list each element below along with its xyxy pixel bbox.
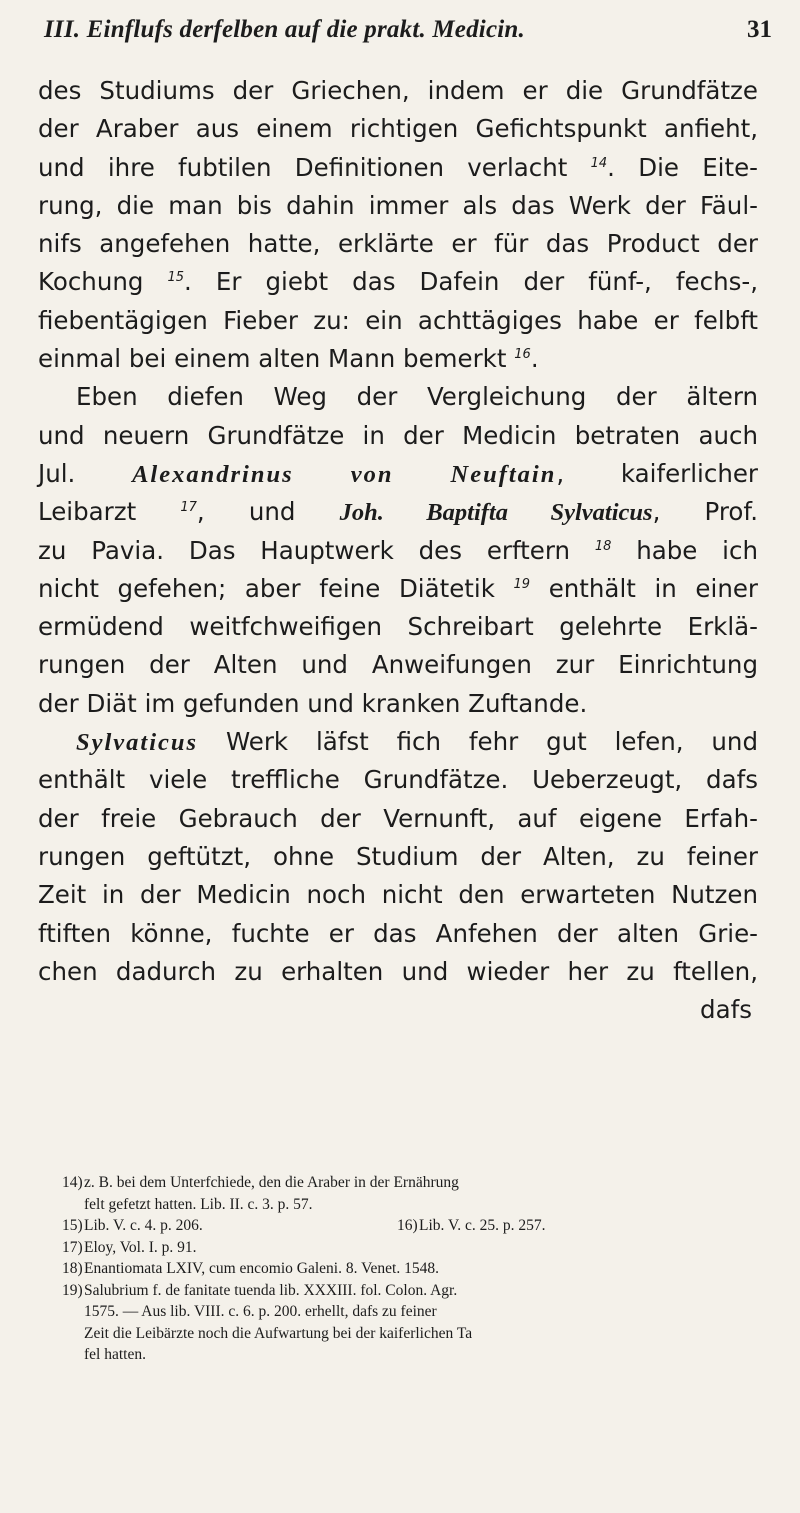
text-line: einmal bei einem alten Mann bemerkt $^{16}$. [38, 344, 539, 374]
footnote-ref: 16 [514, 347, 531, 363]
footnote-ref: 15 [167, 270, 185, 286]
text-line: Kochung $^{15}$. Er giebt das Dafein der fünf-, fechs-, [38, 267, 758, 297]
page-number: 31 [747, 16, 772, 43]
header-title: III. Einflufs derfelben auf die prakt. Medicin. [44, 16, 525, 43]
text-line: zu Pavia. Das Hauptwerk des erftern $^{18}$ habe ich [38, 535, 758, 565]
footnote-ref: 19 [513, 576, 531, 592]
footnote-continuation: 1575. — Aus lib. VIII. c. 6. p. 200. erhellt, dafs zu feiner [84, 1303, 437, 1320]
text-line: und neuern Grundfätze in der Medicin betraten auch [38, 420, 758, 450]
text-line: chen dadurch zu erhalten und wieder her zu ftellen, [38, 956, 758, 986]
text-line: der freie Gebrauch der Vernunft, auf eigene Erfah- [38, 803, 758, 833]
text-line: ermüdend weitfchweifigen Schreibart gelehrte Erklä- [38, 612, 758, 642]
text-line: Eben diefen Weg der Vergleichung der ältern [76, 382, 758, 412]
footnote: 19)Salubrium f. de fanitate tuenda lib. XXXIII. fol. Colon. Agr. [62, 1281, 458, 1299]
footnote: 14)z. B. bei dem Unterfchiede, den die Araber in der Ernährung [62, 1174, 459, 1191]
footnote-continuation: felt gefetzt hatten. Lib. II. c. 3. p. 57. [84, 1195, 313, 1213]
text-line: nifs angefehen hatte, erklärte er für das Product der [38, 229, 758, 259]
person-name: Joh. Baptifta Sylvaticus [339, 499, 653, 527]
footnote-ref: 14 [590, 155, 608, 171]
footnotes [62, 1172, 782, 1366]
text-line: rungen geftützt, ohne Studium der Alten, zu feiner [38, 841, 758, 871]
text-line: Sylvaticus Werk läfst fich fehr gut lefen, und [76, 727, 758, 757]
catchword: dafs [700, 995, 752, 1025]
footnote: 15)Lib. V. c. 4. p. 206. 16)Lib. V. c. 25. p. 257. [62, 1217, 546, 1234]
person-name: Alexandrinus von Neuftain [132, 460, 557, 488]
text-line: der Diät im gefunden und kranken Zuftande. [38, 688, 588, 718]
person-name: Sylvaticus [76, 729, 199, 757]
text-line: der Araber aus einem richtigen Gefichtspunkt anfieht, [38, 114, 758, 144]
footnote-ref: 18 [594, 538, 612, 554]
text-line: Leibarzt $^{17}$, und Joh. Baptifta Sylvaticus, Prof. [38, 497, 758, 527]
text-line: enthält viele treffliche Grundfätze. Ueberzeugt, dafs [38, 765, 758, 795]
footnote-ref: 17 [180, 500, 197, 516]
text-line: Jul. Alexandrinus von Neuftain, kaiferlicher [38, 458, 758, 488]
main-text [38, 72, 758, 1029]
running-header [40, 10, 780, 60]
text-line: nicht gefehen; aber feine Diätetik $^{19}$ enthält in einer [38, 573, 758, 603]
text-line: des Studiums der Griechen, indem er die Grundfätze [38, 76, 758, 105]
text-line: rungen der Alten und Anweifungen zur Einrichtung [38, 650, 758, 680]
text-line: rung, die man bis dahin immer als das Werk der Fäul- [38, 190, 758, 220]
text-line: und ihre fubtilen Definitionen verlacht $^{14}$. Die Eite- [38, 152, 759, 182]
text-line: fiebentägigen Fieber zu: ein achttägiges habe er felbft [38, 305, 758, 335]
footnote: 17)Eloy, Vol. I. p. 91. [62, 1238, 197, 1256]
text-line: Zeit in der Medicin noch nicht den erwarteten Nutzen [38, 880, 758, 910]
footnote-continuation: Zeit die Leibärzte noch die Aufwartung bei der kaiferlichen Ta [84, 1324, 473, 1342]
text-line: ftiften könne, fuchte er das Anfehen der alten Grie- [38, 918, 758, 948]
footnote: 18)Enantiomata LXIV, cum encomio Galeni. 8. Venet. 1548. [62, 1260, 439, 1277]
footnote-continuation: fel hatten. [84, 1346, 146, 1363]
